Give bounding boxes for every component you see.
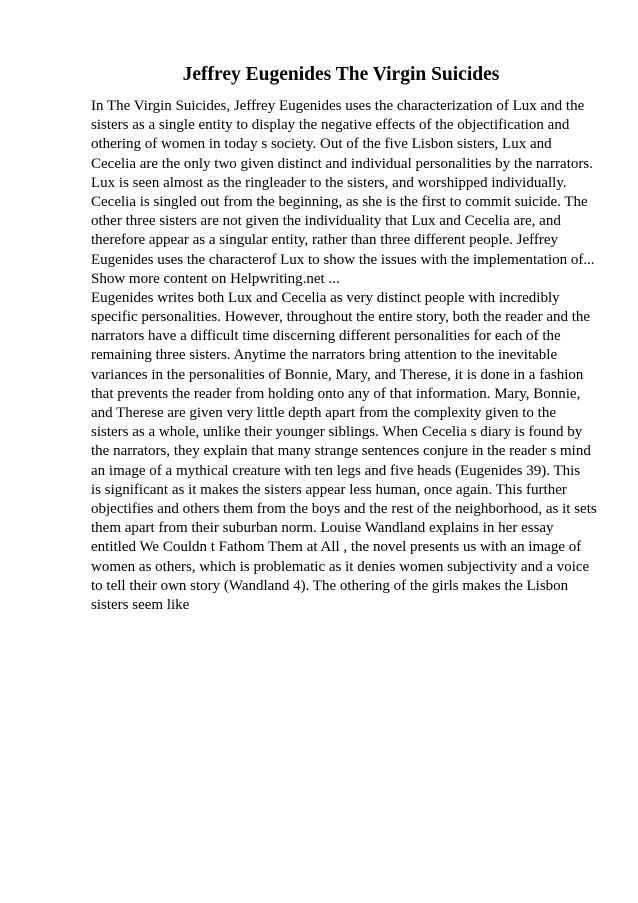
body-line: to tell their own story (Wandland 4). The othering of the girls makes the Lisbon	[91, 577, 569, 594]
body-line: that prevents the reader from holding onto any of that information. Mary, Bonnie,	[91, 385, 581, 402]
body-line: othering of women in today s society. Out of the five Lisbon sisters, Lux and	[91, 136, 552, 153]
body-line: sisters seem like	[91, 596, 190, 613]
body-line: In The Virgin Suicides, Jeffrey Eugenides uses the characterization of Lux and the	[91, 98, 585, 114]
body-line: specific personalities. However, throughout the entire story, both the reader and the	[91, 309, 591, 326]
body-line: remaining three sisters. Anytime the narrators bring attention to the inevitable	[91, 347, 558, 364]
body-line: an image of a mythical creature with ten legs and five heads (Eugenides 39). This	[91, 462, 581, 479]
body-line: other three sisters are not given the individuality that Lux and Cecelia are, and	[91, 213, 561, 230]
body-line: narrators have a difficult time discerning different personalities for each of the	[91, 328, 561, 345]
body-line: sisters as a single entity to display the negative effects of the objectification and	[91, 117, 570, 134]
body-line: variances in the personalities of Bonnie, Mary, and Therese, it is done in a fashion	[91, 366, 584, 383]
show-more-line: Show more content on Helpwriting.net ...	[91, 270, 340, 287]
body-line: the narrators, they explain that many strange sentences conjure in the reader s mind	[91, 443, 591, 460]
body-line: is significant as it makes the sisters appear less human, once again. This further	[91, 481, 567, 498]
body-line: them apart from their suburban norm. Louise Wandland explains in her essay	[91, 520, 554, 537]
body-line: Cecelia is singled out from the beginning, as she is the first to commit suicide. The	[91, 193, 588, 210]
body-line: Lux is seen almost as the ringleader to the sisters, and worshipped individually.	[91, 174, 567, 191]
document-body	[91, 97, 601, 615]
body-line: objectifies and others them from the boys and the rest of the neighborhood, as it sets	[91, 500, 597, 517]
document-title: Jeffrey Eugenides The Virgin Suicides	[182, 64, 500, 85]
body-line: women as others, which is problematic as it denies women subjectivity and a voice	[91, 558, 590, 575]
body-line: Eugenides uses the characterof Lux to show the issues with the implementation of...	[91, 251, 595, 268]
body-line: Cecelia are the only two given distinct and individual personalities by the narrators.	[91, 155, 593, 172]
body-line: entitled We Couldn t Fathom Them at All , the novel presents us with an image of	[91, 539, 582, 556]
body-line: therefore appear as a singular entity, rather than three different people. Jeffrey	[91, 232, 558, 249]
body-line: and Therese are given very little depth apart from the complexity given to the	[91, 405, 556, 421]
body-line: sisters as a whole, unlike their younger siblings. When Cecelia s diary is found by	[91, 424, 583, 441]
body-line: Eugenides writes both Lux and Cecelia as very distinct people with incredibly	[91, 289, 560, 306]
